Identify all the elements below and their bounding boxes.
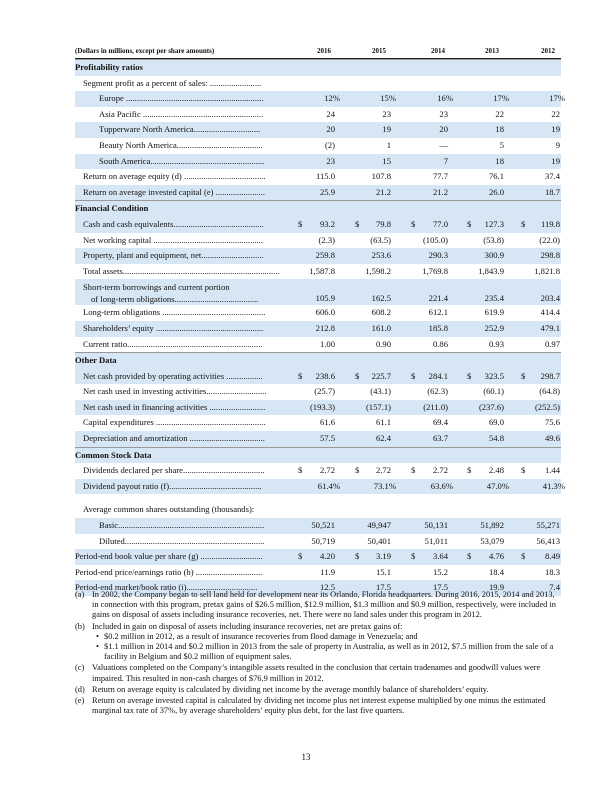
row-label: Return on average equity (d) ...................................... [83, 171, 266, 182]
cell-value-2016: (2) [324, 139, 335, 150]
footnote-text: Valuations completed on the Company’s intangible assets resulted in the conclusion that certain tradenames and goodwill values were impaired. This resulted in non-cash charges of $76.9 million in 2012. [92, 663, 541, 683]
cell-value-2014: 284.1 [428, 370, 448, 381]
bullet-icon: • [96, 631, 99, 641]
cell-value-2015: 225.7 [371, 370, 391, 381]
cell-value-2013: 2.48 [488, 465, 504, 476]
selected-financial-data-table [75, 44, 565, 596]
cell-value-2014: 221.4 [428, 293, 448, 304]
table-row [75, 305, 561, 321]
section-heading-row [75, 447, 561, 464]
cell-value-2014: — [439, 139, 448, 150]
row-label: Asia Pacific ........................................................ [99, 108, 264, 119]
footnote-bullet [92, 642, 563, 662]
cell-value-2015: (63.5) [370, 234, 391, 245]
cell-value-2012: 56,413 [536, 535, 560, 546]
header-year-2016: 2016 [317, 47, 331, 55]
table-row [75, 122, 561, 138]
footnote-text: In 2002, the Company began to sell land held for development near its Orlando, Florida headquarters. During 2016, 2015, 2014 and 2013, in connection with this program, pretax gains of $26.5 million, $12.9 million, $1.3 million and $0.9 million, respectively, were included in gains on disposal of assets including insurance recoveries, net. There were no land sales under this program in 2012. [92, 590, 556, 620]
cell-value-2013: 51,892 [480, 520, 504, 531]
cell-value-2012: 298.8 [540, 250, 560, 261]
cell-value-2014: 2.72 [432, 465, 448, 476]
row-label: Net working capital ................................................... [83, 234, 263, 245]
footnote-marker: (e) [75, 696, 85, 706]
cell-value-2016: 212.8 [315, 322, 335, 333]
cell-value-2016: (25.7) [314, 386, 335, 397]
cell-value-2012: (252.5) [534, 401, 560, 412]
table-row [75, 279, 561, 305]
dollar-sign: $ [355, 551, 360, 562]
header-units-label: (Dollars in millions, except per share amounts) [75, 47, 215, 55]
cell-value-2015: (157.1) [365, 401, 391, 412]
row-label: Segment profit as a percent of sales: ........................ [83, 77, 262, 88]
cell-value-2015: 15.1 [375, 566, 391, 577]
footnote-bullet [92, 632, 563, 642]
dollar-sign: $ [355, 370, 360, 381]
cell-value-2012: 19 [551, 124, 560, 135]
cell-value-2012: (22.0) [539, 234, 560, 245]
cell-value-2015: 19 [382, 124, 391, 135]
cell-value-2016: 12.5 [319, 582, 335, 593]
table-row [75, 107, 561, 123]
cell-value-2016: 23 [326, 155, 335, 166]
header-year-2012: 2012 [541, 47, 555, 55]
table-row [75, 431, 561, 447]
cell-value-2013: 69.0 [488, 417, 504, 428]
cell-value-2016: 606.0 [315, 307, 335, 318]
cell-value-2015: 17.5 [375, 582, 391, 593]
cell-value-2014: 50,131 [424, 520, 448, 531]
section-heading-row [75, 59, 561, 76]
cell-value-2013: 127.3 [484, 218, 504, 229]
cell-value-2012: 479.1 [540, 322, 560, 333]
header-year-2013: 2013 [485, 47, 499, 55]
cell-value-2016: (2.3) [318, 234, 335, 245]
cell-value-2016: 1.00 [319, 338, 335, 349]
cell-value-2014: 3.64 [432, 551, 448, 562]
table-body [75, 59, 565, 596]
cell-value-2016: 93.2 [319, 218, 335, 229]
cell-value-2013: 0.93 [488, 338, 504, 349]
header-year-2015: 2015 [372, 47, 386, 55]
row-label: Net cash provided by operating activities ................. [83, 370, 263, 381]
cell-value-2014: 21.2 [432, 186, 448, 197]
table-row [75, 463, 561, 479]
dollar-sign: $ [411, 465, 416, 476]
cell-value-2016: 259.8 [315, 250, 335, 261]
row-label: Period-end market/book ratio (i)................................. [75, 582, 258, 593]
cell-value-2015: 2.72 [375, 465, 391, 476]
cell-value-2016: 238.6 [315, 370, 335, 381]
cell-value-2012: (64.8) [539, 386, 560, 397]
row-label: Tupperware North America............................... [99, 124, 261, 135]
cell-value-2013: 18 [495, 155, 504, 166]
header-year-2014: 2014 [431, 47, 445, 55]
cell-value-2016: 2.72 [319, 465, 335, 476]
cell-value-2015: 21.2 [375, 186, 391, 197]
cell-value-2014: (211.0) [423, 401, 448, 412]
table-row [75, 248, 561, 264]
cell-value-2014: 63.7 [432, 433, 448, 444]
table-row [75, 76, 561, 92]
cell-value-2016: 57.5 [319, 433, 335, 444]
row-label-continued: of long-term obligations....................................... [91, 294, 259, 305]
cell-value-2012: 0.97 [544, 338, 560, 349]
cell-value-2013: 300.9 [484, 250, 504, 261]
row-label: Net cash used in financing activities .......................... [83, 401, 266, 412]
footnote-marker: (a) [75, 590, 85, 599]
cell-value-2016: 50,521 [311, 520, 335, 531]
table-row [75, 337, 561, 353]
cell-value-2014: 185.8 [428, 322, 448, 333]
table-row [75, 534, 561, 550]
cell-value-2015: 73.1% [373, 480, 396, 491]
row-spacer [75, 494, 561, 502]
table-row [75, 502, 561, 518]
dollar-sign: $ [521, 370, 526, 381]
row-label: Dividends declared per share...................................... [83, 465, 265, 476]
cell-value-2012: 18.7 [544, 186, 560, 197]
cell-value-2015: 608.2 [371, 307, 391, 318]
cell-value-2014: 77.0 [432, 218, 448, 229]
section-heading-row [75, 352, 561, 369]
section-title: Other Data [75, 355, 117, 366]
table-row [75, 91, 565, 107]
cell-value-2013: (53.8) [483, 234, 504, 245]
cell-value-2014: 17.5 [432, 582, 448, 593]
cell-value-2014: 51,011 [424, 535, 448, 546]
cell-value-2013: 17% [493, 93, 509, 104]
dollar-sign: $ [521, 465, 526, 476]
cell-value-2016: 61.4% [317, 480, 340, 491]
cell-value-2012: 1.44 [544, 465, 560, 476]
cell-value-2013: 235.4 [484, 293, 504, 304]
row-label: Total assets......................................................................... [83, 265, 280, 276]
table-row [75, 233, 561, 249]
row-label: Depreciation and amortization ................................... [83, 433, 265, 444]
table-row [75, 549, 561, 565]
table-header [75, 44, 561, 59]
footnote [75, 622, 563, 663]
cell-value-2016: (193.3) [309, 401, 335, 412]
cell-value-2015: 0.90 [375, 338, 391, 349]
cell-value-2015: 61.1 [375, 417, 391, 428]
dollar-sign: $ [355, 218, 360, 229]
table-row [75, 169, 561, 185]
row-label: South America..................................................... [99, 155, 265, 166]
cell-value-2016: 115.0 [315, 171, 335, 182]
table-row [75, 321, 561, 337]
cell-value-2016: 25.9 [319, 186, 335, 197]
cell-value-2014: 15.2 [432, 566, 448, 577]
cell-value-2012: 49.6 [544, 433, 560, 444]
dollar-sign: $ [355, 465, 360, 476]
table-row [75, 400, 561, 416]
cell-value-2013: 76.1 [488, 171, 504, 182]
dollar-sign: $ [467, 370, 472, 381]
cell-value-2016: 12% [324, 93, 340, 104]
footnote-marker: (d) [75, 684, 85, 694]
cell-value-2013: (237.6) [478, 401, 504, 412]
table-row [75, 518, 561, 534]
footnote-text: Return on average invested capital is calculated by dividing net income plus net interest expense multiplied by one minus the estimated marginal tax rate of 37%, by average shareholders’ equity plus debt, for the last five quarters. [92, 696, 546, 716]
cell-value-2012: 7.4 [549, 582, 560, 593]
cell-value-2015: 161.0 [371, 322, 391, 333]
dollar-sign: $ [298, 551, 303, 562]
cell-value-2013: 47.0% [486, 480, 509, 491]
footnote-marker: (c) [75, 663, 85, 673]
row-label: Current ratio............................................................... [83, 338, 263, 349]
cell-value-2015: 3.19 [375, 551, 391, 562]
cell-value-2014: 0.86 [432, 338, 448, 349]
dollar-sign: $ [298, 370, 303, 381]
footnote-marker: (b) [75, 621, 85, 631]
cell-value-2015: 107.8 [371, 171, 391, 182]
cell-value-2014: 20 [439, 124, 448, 135]
cell-value-2016: 1,587.8 [309, 265, 335, 276]
page-number: 13 [301, 752, 311, 762]
cell-value-2012: 8.49 [544, 551, 560, 562]
cell-value-2012: 37.4 [544, 171, 560, 182]
table-row [75, 415, 561, 431]
cell-value-2015: 79.8 [375, 218, 391, 229]
cell-value-2014: 612.1 [428, 307, 448, 318]
cell-value-2013: 18.4 [488, 566, 504, 577]
cell-value-2013: 1,843.9 [478, 265, 504, 276]
cell-value-2012: 9 [555, 139, 560, 150]
cell-value-2012: 119.8 [540, 218, 560, 229]
cell-value-2012: 22 [551, 108, 560, 119]
table-row [75, 384, 561, 400]
cell-value-2016: 105.9 [315, 293, 335, 304]
bullet-text: $1.1 million in 2014 and $0.2 million in 2013 from the sale of property in Australia, as well as in 2012, $7.5 million from the sale of a facility in Belgium and $0.2 million of equipment sales. [104, 642, 554, 662]
table-row [75, 185, 561, 201]
bullet-icon: • [96, 642, 99, 652]
table-row [75, 369, 561, 385]
cell-value-2013: 19.9 [488, 582, 504, 593]
cell-value-2013: 4.76 [488, 551, 504, 562]
table-row [75, 138, 561, 154]
cell-value-2015: 49,947 [367, 520, 391, 531]
dollar-sign: $ [411, 370, 416, 381]
cell-value-2013: 619.9 [484, 307, 504, 318]
cell-value-2013: 18 [495, 124, 504, 135]
cell-value-2012: 1,821.8 [534, 265, 560, 276]
cell-value-2013: (60.1) [483, 386, 504, 397]
cell-value-2015: 62.4 [375, 433, 391, 444]
row-label: Europe ................................................................ [99, 93, 264, 104]
cell-value-2014: 63.6% [430, 480, 453, 491]
cell-value-2013: 5 [499, 139, 504, 150]
section-heading-row [75, 200, 561, 217]
section-title: Profitability ratios [75, 62, 143, 72]
cell-value-2016: 50,719 [311, 535, 335, 546]
cell-value-2012: 203.4 [540, 293, 560, 304]
cell-value-2014: 290.3 [428, 250, 448, 261]
cell-value-2016: 4.20 [319, 551, 335, 562]
cell-value-2015: 15 [382, 155, 391, 166]
cell-value-2015: 1 [386, 139, 391, 150]
dollar-sign: $ [521, 218, 526, 229]
cell-value-2013: 323.5 [484, 370, 504, 381]
cell-value-2015: 23 [382, 108, 391, 119]
row-label: Cash and cash equivalents.......................................... [83, 218, 264, 229]
cell-value-2016: 61.6 [319, 417, 335, 428]
cell-value-2015: 162.5 [371, 293, 391, 304]
row-label: Basic.................................................................... [99, 520, 265, 531]
row-label: Property, plant and equipment, net............................. [83, 250, 264, 261]
cell-value-2014: (105.0) [422, 234, 448, 245]
cell-value-2015: 15% [380, 93, 396, 104]
cell-value-2013: 53,079 [480, 535, 504, 546]
footnote [75, 663, 563, 683]
row-label: Beauty North America........................................ [99, 139, 263, 150]
row-label: Period-end price/earnings ratio (h) ............................... [75, 566, 263, 577]
table-row [75, 565, 561, 581]
footnotes [75, 590, 563, 717]
cell-value-2014: 23 [439, 108, 448, 119]
cell-value-2012: 298.7 [540, 370, 560, 381]
cell-value-2012: 414.4 [540, 307, 560, 318]
dollar-sign: $ [298, 218, 303, 229]
cell-value-2014: 1,769.8 [422, 265, 448, 276]
dollar-sign: $ [411, 551, 416, 562]
cell-value-2013: 22 [495, 108, 504, 119]
dollar-sign: $ [521, 551, 526, 562]
dollar-sign: $ [298, 465, 303, 476]
cell-value-2013: 252.9 [484, 322, 504, 333]
cell-value-2015: 1,598.2 [365, 265, 391, 276]
dollar-sign: $ [467, 551, 472, 562]
cell-value-2012: 17% [549, 93, 565, 104]
dollar-sign: $ [411, 218, 416, 229]
row-label: Average common shares outstanding (thousands): [83, 504, 255, 515]
cell-value-2015: (43.1) [370, 386, 391, 397]
dollar-sign: $ [467, 218, 472, 229]
footnote-text: Return on average equity is calculated by dividing net income by the average monthly balance of shareholders’ equity. [92, 684, 489, 694]
row-label: Long-term obligations ................................................ [83, 307, 266, 318]
cell-value-2016: 20 [326, 124, 335, 135]
cell-value-2015: 50,401 [367, 535, 391, 546]
cell-value-2012: 75.6 [544, 417, 560, 428]
section-title: Financial Condition [75, 203, 149, 214]
footnote [75, 590, 563, 621]
cell-value-2014: 7 [443, 155, 448, 166]
table-row [75, 154, 561, 170]
row-label: Dividend payout ratio (f)........................................... [83, 480, 262, 491]
row-label: Shareholders’ equity .................................................. [83, 322, 264, 333]
footnote [75, 696, 563, 716]
row-label: Capital expenditures ................................................... [83, 417, 266, 428]
cell-value-2013: 26.0 [488, 186, 504, 197]
cell-value-2014: 69.4 [432, 417, 448, 428]
row-label: Short-term borrowings and current portion of long-term obligations....................................... [83, 282, 259, 305]
cell-value-2012: 41.3% [542, 480, 565, 491]
dollar-sign: $ [467, 465, 472, 476]
cell-value-2012: 18.3 [544, 566, 560, 577]
table-row [75, 479, 565, 495]
cell-value-2015: 253.6 [371, 250, 391, 261]
table-row [75, 264, 561, 280]
cell-value-2014: 77.7 [432, 171, 448, 182]
cell-value-2012: 55,271 [536, 520, 560, 531]
row-label: Net cash used in investing activities............................ [83, 386, 267, 397]
cell-value-2014: 16% [437, 93, 453, 104]
row-label: Diluted................................................................. [99, 535, 265, 546]
footnote [75, 685, 563, 695]
cell-value-2012: 19 [551, 155, 560, 166]
cell-value-2014: (62.3) [427, 386, 448, 397]
footnote-text: Included in gain on disposal of assets including insurance recoveries, net are pretax gains of: [92, 621, 403, 631]
section-title: Common Stock Data [75, 449, 152, 460]
row-label: Return on average invested capital (e) ....................... [83, 186, 266, 197]
cell-value-2013: 54.8 [488, 433, 504, 444]
row-label: Period-end book value per share (g) ............................. [75, 551, 263, 562]
cell-value-2016: 11.9 [320, 566, 335, 577]
table-row [75, 217, 561, 233]
cell-value-2016: 24 [326, 108, 335, 119]
bullet-text: $0.2 million in 2012, as a result of insurance recoveries from flood damage in Venezuela; and [104, 631, 418, 641]
